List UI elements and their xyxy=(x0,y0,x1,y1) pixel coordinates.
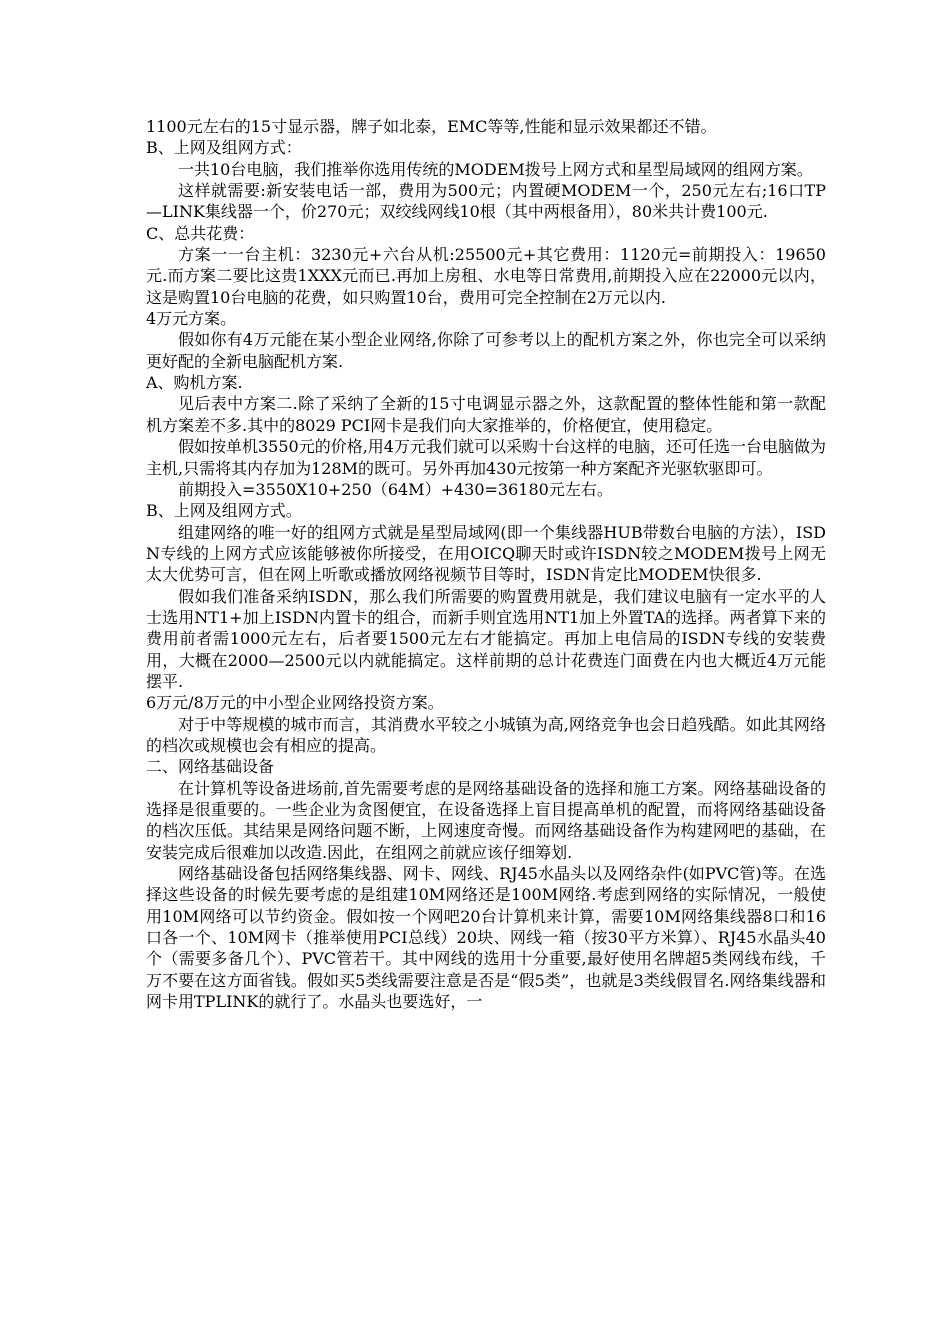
paragraph: 组建网络的唯一好的组网方式就是星型局域网(即一个集线器HUB带数台电脑的方法），ISDN专线的上网方式应该能够被你所接受，在用OICQ聊天时或许ISDN较之MODEM拨号上网无太大优势可言，但在网上听歌或播放网络视频节目等时，ISDN肯定比MODEM快很多. xyxy=(146,522,826,585)
paragraph: 1100元左右的15寸显示器，牌子如北泰，EMC等等,性能和显示效果都还不错。 xyxy=(146,117,717,136)
paragraph: 这样就需要:新安装电话一部，费用为500元；内置硬MODEM一个，250元左右;16口TP—LINK集线器一个，价270元；双绞线网线10根（其中两根备用），80米共计费100元. xyxy=(146,181,826,222)
section-heading: 4万元方案。 xyxy=(146,309,237,329)
paragraph: 假如我们准备采纳ISDN，那么我们所需要的购置费用就是，我们建议电脑有一定水平的人士选用NT1+加上ISDN内置卡的组合，而新手则宜选用NT1加上外置TA的选择。两者算下来的费用前者需1000元左右，后者要1500元左右才能搞定。再加上电信局的ISDN专线的安装费用，大概在2000—2500元以内就能搞定。这样前期的总计花费连门面费在内也大概近4万元能摆平. xyxy=(146,586,826,691)
section-heading: B、上网及组网方式： xyxy=(146,138,302,158)
section-heading: B、上网及组网方式。 xyxy=(146,501,302,521)
paragraph: 假如按单机3550元的价格,用4万元我们就可以采购十台这样的电脑，还可任选一台电脑做为主机,只需将其内存加为128M的既可。另外再加430元按第一种方案配齐光驱软驱即可。 xyxy=(146,437,826,478)
section-heading: 二、网络基础设备 xyxy=(146,757,275,777)
document-page xyxy=(146,116,826,1012)
paragraph: 一共10台电脑，我们推举你选用传统的MODEM拨号上网方式和星型局域网的组网方案。 xyxy=(178,159,813,179)
section-heading: A、购机方案. xyxy=(146,373,243,393)
paragraph: 在计算机等设备进场前,首先需要考虑的是网络基础设备的选择和施工方案。网络基础设备的选择是很重要的。一些企业为贪图便宜，在设备选择上盲目提高单机的配置，而将网络基础设备的档次压低。其结果是网络问题不断，上网速度奇慢。而网络基础设备作为构建网吧的基础，在安装完成后很难加以改造.因此，在组网之前就应该仔细筹划. xyxy=(146,778,826,862)
paragraph: 见后表中方案二.除了采纳了全新的15寸电调显示器之外，这款配置的整体性能和第一款配机方案差不多.其中的8029 PCI网卡是我们向大家推举的，价格便宜，使用稳定。 xyxy=(146,394,826,435)
paragraph: 网络基础设备包括网络集线器、网卡、网线、RJ45水晶头以及网络杂件(如PVC管)等。在选择这些设备的时候先要考虑的是组建10M网络还是100M网络.考虑到网络的实际情况，一般使用10M网络可以节约资金。假如按一个网吧20台计算机来计算，需要10M网络集线器8口和16口各一个、10M网卡（推举使用PCI总线）20块、网线一箱（按30平方米算）、RJ45水晶头40个（需要多备几个）、PVC管若干。其中网线的选用十分重要,最好使用名牌超5类网线布线，千万不要在这方面省钱。假如买5类线需要注意是否是“假5类”，也就是3类线假冒名.网络集线器和网卡用TPLINK的就行了。水晶头也要选好，一 xyxy=(146,864,826,1012)
paragraph: 前期投入=3550X10+250（64M）+430=36180元左右。 xyxy=(178,479,613,499)
section-heading: 6万元/8万元的中小型企业网络投资方案。 xyxy=(146,693,444,713)
paragraph: 方案一一台主机：3230元+六台从机:25500元+其它费用：1120元=前期投入：19650元.而方案二要比这贵1XXX元而已.再加上房租、水电等日常费用,前期投入应在22000元以内，这是购置10台电脑的花费，如只购置10台，费用可完全控制在2万元以内. xyxy=(146,245,826,307)
section-heading: C、总共花费： xyxy=(146,223,255,243)
paragraph: 对于中等规模的城市而言，其消费水平较之小城镇为高,网络竞争也会日趋残酷。如此其网络的档次或规模也会有相应的提高。 xyxy=(146,714,826,755)
paragraph: 假如你有4万元能在某小型企业网络,你除了可参考以上的配机方案之外，你也完全可以采纳更好配的全新电脑配机方案. xyxy=(146,330,826,371)
